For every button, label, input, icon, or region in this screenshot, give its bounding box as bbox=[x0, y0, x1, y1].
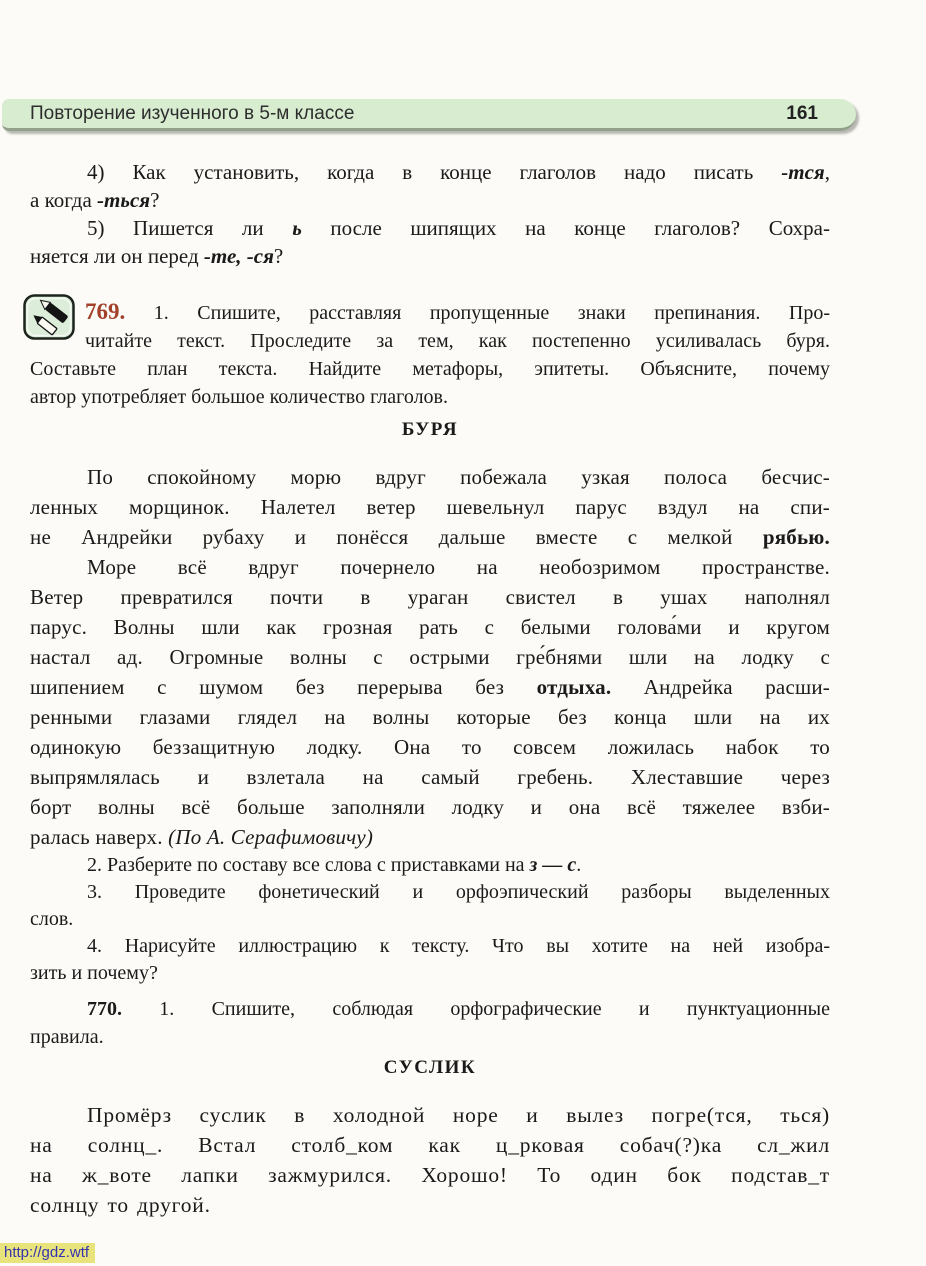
text-line: парус. Волны шли как грозная рать с белыми голова́ми и кругом bbox=[30, 615, 830, 639]
text-line: ленных морщинок. Налетел ветер шевельнул парус вздул на спи- bbox=[30, 495, 830, 519]
page-number: 161 bbox=[786, 102, 818, 124]
review-questions bbox=[30, 158, 830, 270]
text-line: не Андрейки рубаху и понёсся дальше вместе с мелкой рябью. bbox=[30, 525, 830, 549]
text-line: слов. bbox=[30, 908, 74, 930]
page-content bbox=[30, 158, 830, 1220]
exercise-769-instructions bbox=[30, 298, 830, 411]
text-line: на солнц_. Встал столб_ком как ц_рковая собач(?)ка сл_жил bbox=[30, 1133, 830, 1157]
text-line: выпрямлялась и взлетала на самый гребень. Хлеставшие через bbox=[30, 765, 830, 789]
text-line: настал ад. Огромные волны с острыми гре́бнями шли на лодку с bbox=[30, 645, 830, 669]
watermark-link[interactable]: http://gdz.wtf bbox=[0, 1243, 95, 1263]
text-line: на ж_воте лапки зажмурился. Хорошо! То один бок подстав_т bbox=[30, 1163, 830, 1187]
crossed-pens-icon bbox=[23, 294, 75, 340]
exercise-769 bbox=[30, 298, 830, 987]
text-line: Промёрз суслик в холодной норе и вылез погре(тся, ться) bbox=[87, 1103, 830, 1127]
text-line: читайте текст. Проследите за тем, как постепенно усиливалась буря. bbox=[85, 330, 830, 352]
text-line: ралась наверх. (По А. Серафимовичу) bbox=[30, 825, 374, 849]
text-line: борт волны всё больше заполняли лодку и она всё тяжелее взби- bbox=[30, 795, 830, 819]
text-line: няется ли он перед -те, -ся? bbox=[30, 244, 284, 268]
text-line: зить и почему? bbox=[30, 962, 158, 984]
text-line: одинокую беззащитную лодку. Она то совсем ложилась набок то bbox=[30, 735, 830, 759]
text-line: По спокойному морю вдруг побежала узкая полоса бесчис- bbox=[87, 465, 830, 489]
text-line: а когда -ться? bbox=[30, 188, 160, 212]
story-text-suslik bbox=[30, 1100, 830, 1220]
page-header bbox=[2, 99, 856, 131]
text-line: 769. 1. Спишите, расставляя пропущенные знаки препинания. Про- bbox=[85, 299, 830, 324]
text-line: Составьте план текста. Найдите метафоры, эпитеты. Объясните, почему bbox=[30, 358, 830, 380]
text-line: солнцу то другой. bbox=[30, 1193, 211, 1217]
text-line: Ветер превратился почти в ураган свистел в ушах наполнял bbox=[30, 585, 830, 609]
chapter-title: Повторение изученного в 5-м классе bbox=[30, 102, 355, 124]
text-line: шипением с шумом без перерыва без отдыха. Андрейка расши- bbox=[30, 675, 830, 699]
text-line: 770. 1. Спишите, соблюдая орфографические и пунктуационные bbox=[87, 998, 830, 1020]
text-line: правила. bbox=[30, 1026, 104, 1048]
exercise-number: 769. bbox=[85, 299, 126, 324]
exercise-769-tasks bbox=[30, 852, 830, 987]
text-line: 4. Нарисуйте иллюстрацию к тексту. Что вы хотите на ней изобра- bbox=[87, 935, 830, 957]
text-line: ренными глазами глядел на волны которые без конца шли на их bbox=[30, 705, 830, 729]
text-line: автор употребляет большое количество глаголов. bbox=[30, 386, 448, 408]
text-line: 4) Как установить, когда в конце глаголов надо писать -тся, bbox=[87, 160, 830, 184]
exercise-770-instructions bbox=[30, 995, 830, 1051]
exercise-770 bbox=[30, 995, 830, 1220]
story-title-suslik: СУСЛИК bbox=[383, 1057, 477, 1078]
text-line: 5) Пишется ли ь после шипящих на конце глаголов? Сохра- bbox=[87, 216, 830, 240]
text-line: Море всё вдруг почернело на необозримом пространстве. bbox=[87, 555, 830, 579]
story-title-burya: БУРЯ bbox=[401, 419, 459, 440]
text-line: 3. Проведите фонетический и орфоэпический разборы выделенных bbox=[87, 881, 830, 903]
text-line: 2. Разберите по составу все слова с приставками на з — с. bbox=[87, 854, 582, 876]
story-text-burya bbox=[30, 462, 830, 852]
